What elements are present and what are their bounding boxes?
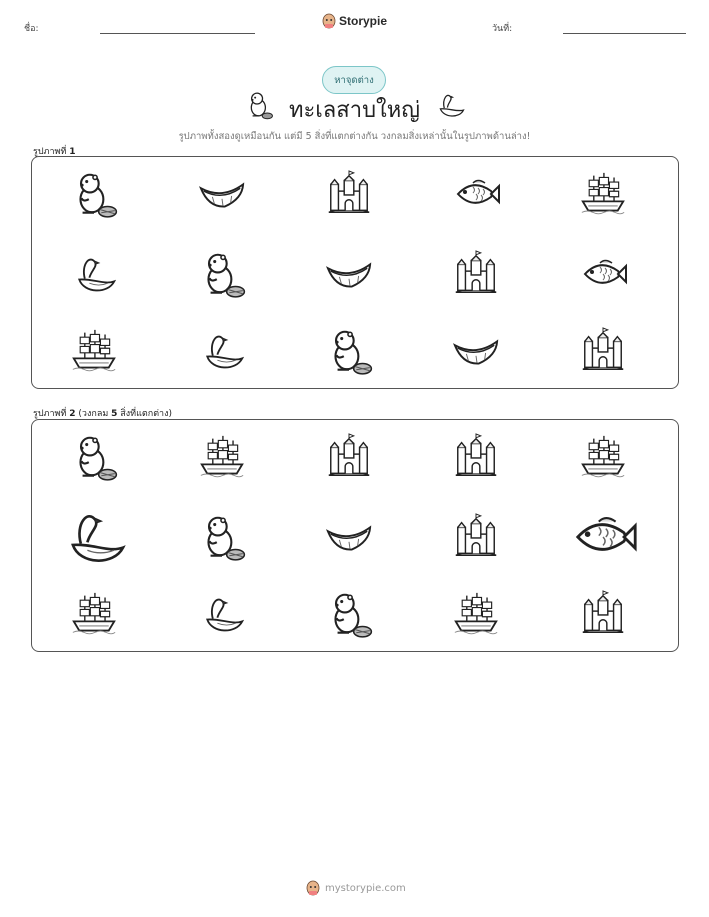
date-line[interactable] xyxy=(563,33,686,34)
footer-url: mystorypie.com xyxy=(325,882,406,894)
sandcastle-icon[interactable] xyxy=(452,433,500,481)
date-label: วันที่: xyxy=(492,24,513,34)
beaver-icon[interactable] xyxy=(68,431,120,483)
picture-2-label: รูปภาพที่ 2 (วงกลม 5 สิ่งที่แตกต่าง) xyxy=(33,409,173,419)
swan-icon xyxy=(199,328,245,374)
instructions: รูปภาพทั้งสองดูเหมือนกัน แต่มี 5 สิ่งที่แตกต่างกัน วงกลมสิ่งเหล่านั้นในรูปภาพด้านล่าง! xyxy=(178,131,531,142)
ship-icon[interactable] xyxy=(71,591,117,637)
name-label: ชื่อ: xyxy=(24,24,39,34)
canoe-icon xyxy=(325,250,373,298)
brand-logo xyxy=(322,13,387,29)
sandcastle-icon xyxy=(325,170,373,218)
storypie-mascot-icon xyxy=(306,880,320,896)
fish-icon xyxy=(578,249,628,299)
beaver-icon xyxy=(68,168,120,220)
canoe-icon xyxy=(452,327,500,375)
beaver-icon xyxy=(196,248,248,300)
storypie-mascot-icon xyxy=(322,13,336,29)
sandcastle-icon xyxy=(579,327,627,375)
brand-name: Storypie xyxy=(339,14,388,28)
canoe-icon[interactable] xyxy=(325,513,373,561)
fish-icon xyxy=(451,169,501,219)
beaver-icon[interactable] xyxy=(196,511,248,563)
name-line[interactable] xyxy=(100,33,255,34)
footer xyxy=(306,880,406,896)
picture-1-label: รูปภาพที่ 1 xyxy=(33,147,76,157)
sandcastle-icon xyxy=(452,250,500,298)
fish-icon[interactable] xyxy=(568,502,638,572)
swan-icon[interactable] xyxy=(199,591,245,637)
sandcastle-icon[interactable] xyxy=(452,513,500,561)
picture-1-panel xyxy=(31,156,679,389)
ship-icon[interactable] xyxy=(580,434,626,480)
picture-2-panel[interactable] xyxy=(31,419,679,652)
ship-icon[interactable] xyxy=(453,591,499,637)
beaver-icon xyxy=(323,325,375,377)
sandcastle-icon[interactable] xyxy=(579,590,627,638)
ship-icon[interactable] xyxy=(199,434,245,480)
page-title: ทะเลสาบใหญ่ xyxy=(288,98,421,123)
canoe-icon xyxy=(198,170,246,218)
swan-icon xyxy=(71,251,117,297)
activity-badge: หาจุดต่าง xyxy=(322,66,386,94)
swan-icon xyxy=(434,89,466,121)
ship-icon xyxy=(71,328,117,374)
swan-icon[interactable] xyxy=(61,504,127,570)
sandcastle-icon[interactable] xyxy=(325,433,373,481)
beaver-icon[interactable] xyxy=(323,588,375,640)
ship-icon xyxy=(580,171,626,217)
